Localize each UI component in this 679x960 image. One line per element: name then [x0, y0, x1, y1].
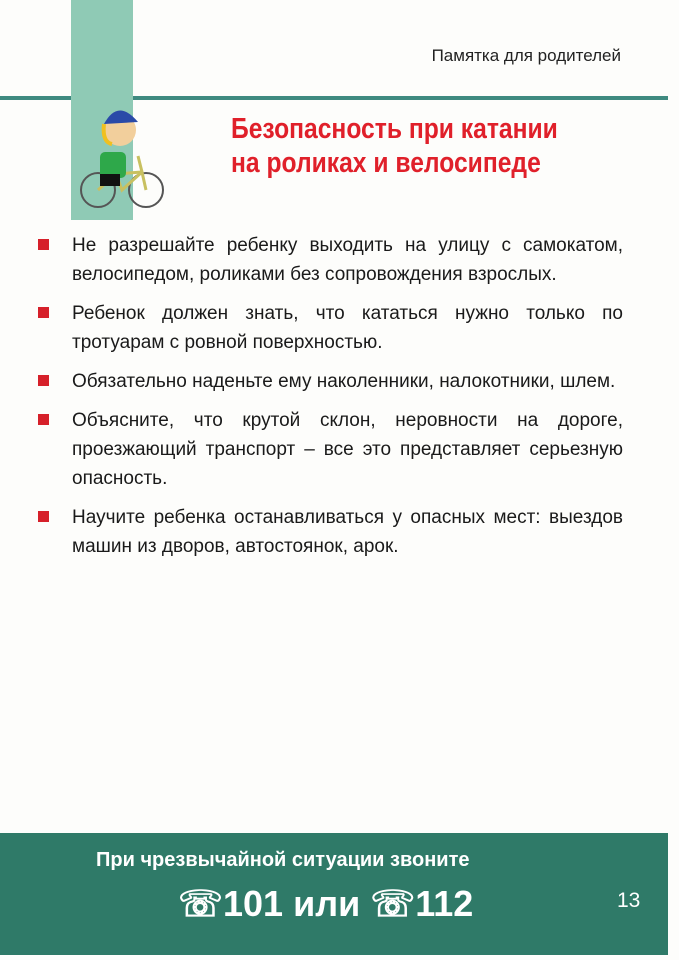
list-item — [38, 406, 623, 493]
title-line-2: на роликах и велосипеде — [231, 147, 541, 179]
bullet-icon — [38, 239, 49, 250]
bullet-icon — [38, 375, 49, 386]
item-text: Объясните, что крутой склон, неровности на дороге, проезжающий транспорт – все это представляет серьезную опасность. — [72, 410, 623, 489]
emergency-phones: ☏101 или ☏112 — [178, 883, 474, 924]
title-line-1: Безопасность при катании — [231, 113, 558, 145]
item-text: Научите ребенка останавливаться у опасных мест: выездов машин из дворов, автостоянок, арок. — [72, 507, 623, 557]
list-item — [38, 367, 623, 396]
list-item — [38, 231, 623, 289]
child-on-bicycle-illustration — [78, 92, 168, 214]
emergency-footer — [0, 833, 668, 955]
header-label: Памятка для родителей — [431, 46, 621, 65]
list-item — [38, 299, 623, 357]
list-item — [38, 503, 623, 561]
page-title — [231, 112, 558, 180]
advice-list — [38, 231, 623, 571]
bullet-icon — [38, 307, 49, 318]
bullet-icon — [38, 414, 49, 425]
item-text: Обязательно наденьте ему наколенники, налокотники, шлем. — [72, 371, 616, 392]
item-text: Ребенок должен знать, что кататься нужно только по тротуарам с ровной поверхностью. — [72, 303, 623, 353]
item-text: Не разрешайте ребенку выходить на улицу с самокатом, велосипедом, роликами без сопровождения взрослых. — [72, 235, 623, 285]
bullet-icon — [38, 511, 49, 522]
emergency-text: При чрезвычайной ситуации звоните — [96, 849, 470, 871]
page-number: 13 — [617, 889, 641, 912]
